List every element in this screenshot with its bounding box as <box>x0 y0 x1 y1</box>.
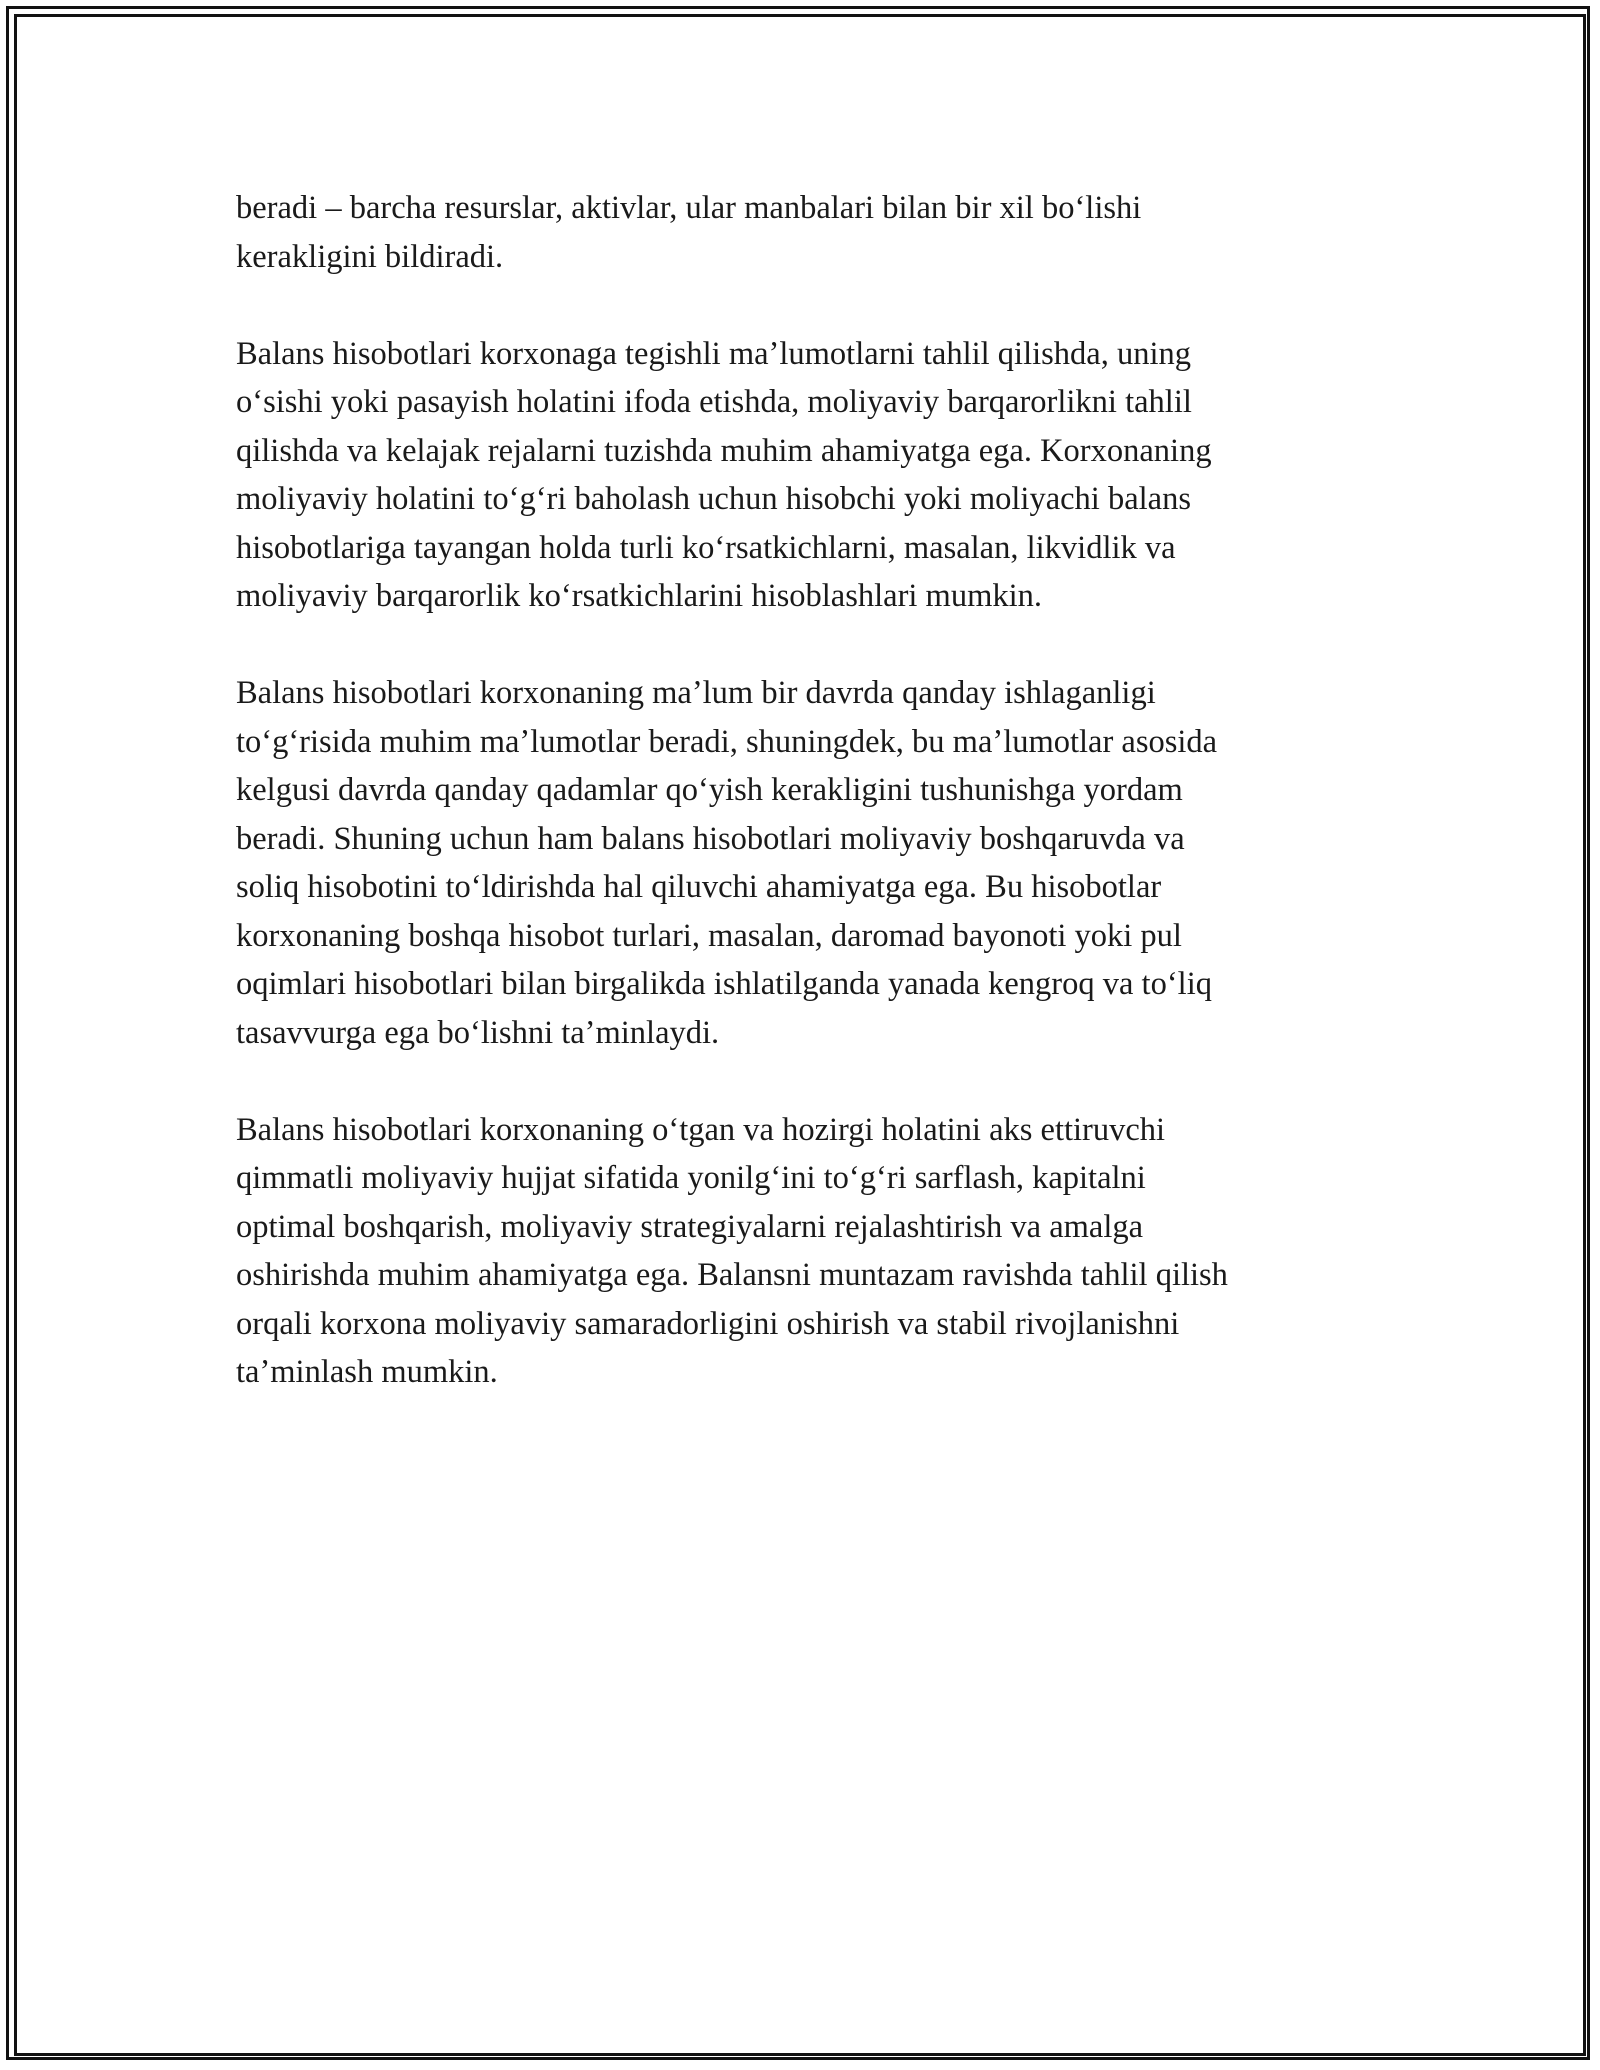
text-line: oqimlari hisobotlari bilan birgalikda ishlatilganda yanada kengroq va toʻliq <box>236 966 1212 1002</box>
text-line: kelgusi davrda qanday qadamlar qoʻyish kerakligini tushunishga yordam <box>236 772 1183 808</box>
text-line: toʻgʻrisida muhim maʼlumotlar beradi, shuningdek, bu maʼlumotlar asosida <box>236 723 1218 760</box>
text-line: Balans hisobotlari korxonaning oʻtgan va hozirgi holatini aks ettiruvchi <box>236 1111 1166 1148</box>
text-line: oʻsishi yoki pasayish holatini ifoda etishda, moliyaviy barqarorlikni tahlil <box>236 384 1192 420</box>
text-line: qimmatli moliyaviy hujjat sifatida yonilgʻini toʻgʻri sarflash, kapitalni <box>236 1160 1146 1196</box>
text-line: moliyaviy barqarorlik koʻrsatkichlarini hisoblashlari mumkin. <box>236 578 1043 614</box>
text-line: Balans hisobotlari korxonaning maʼlum bir davrda qanday ishlaganligi <box>236 675 1156 711</box>
paragraph-1 <box>236 184 1376 281</box>
text-line: oshirishda muhim ahamiyatga ega. Balansni muntazam ravishda tahlil qilish <box>236 1257 1228 1293</box>
text-line: kerakligini bildiradi. <box>236 238 504 275</box>
text-line: beradi – barcha resurslar, aktivlar, ular manbalari bilan bir xil boʻlishi <box>236 190 1142 226</box>
text-line: orqali korxona moliyaviy samaradorligini oshirish va stabil rivojlanishni <box>236 1305 1180 1342</box>
paragraph-4 <box>236 1106 1376 1397</box>
paragraph-3 <box>236 669 1376 1057</box>
text-line: korxonaning boshqa hisobot turlari, masalan, daromad bayonoti yoki pul <box>236 917 1182 954</box>
text-line: soliq hisobotini toʻldirishda hal qiluvchi ahamiyatga ega. Bu hisobotlar <box>236 869 1162 905</box>
text-line: optimal boshqarish, moliyaviy strategiyalarni rejalashtirish va amalga <box>236 1208 1144 1245</box>
text-line: tasavvurga ega boʻlishni taʼminlaydi. <box>236 1014 720 1051</box>
text-line: hisobotlariga tayangan holda turli koʻrsatkichlarni, masalan, likvidlik va <box>236 529 1176 566</box>
text-line: taʼminlash mumkin. <box>236 1354 498 1390</box>
document-body <box>236 184 1376 1445</box>
text-line: moliyaviy holatini toʻgʻri baholash uchun hisobchi yoki moliyachi balans <box>236 481 1191 517</box>
text-line: Balans hisobotlari korxonaga tegishli maʼlumotlarni tahlil qilishda, uning <box>236 335 1191 372</box>
text-line: beradi. Shuning uchun ham balans hisobotlari moliyaviy boshqaruvda va <box>236 820 1185 857</box>
paragraph-2 <box>236 330 1376 621</box>
text-line: qilishda va kelajak rejalarni tuzishda muhim ahamiyatga ega. Korxonaning <box>236 432 1212 469</box>
